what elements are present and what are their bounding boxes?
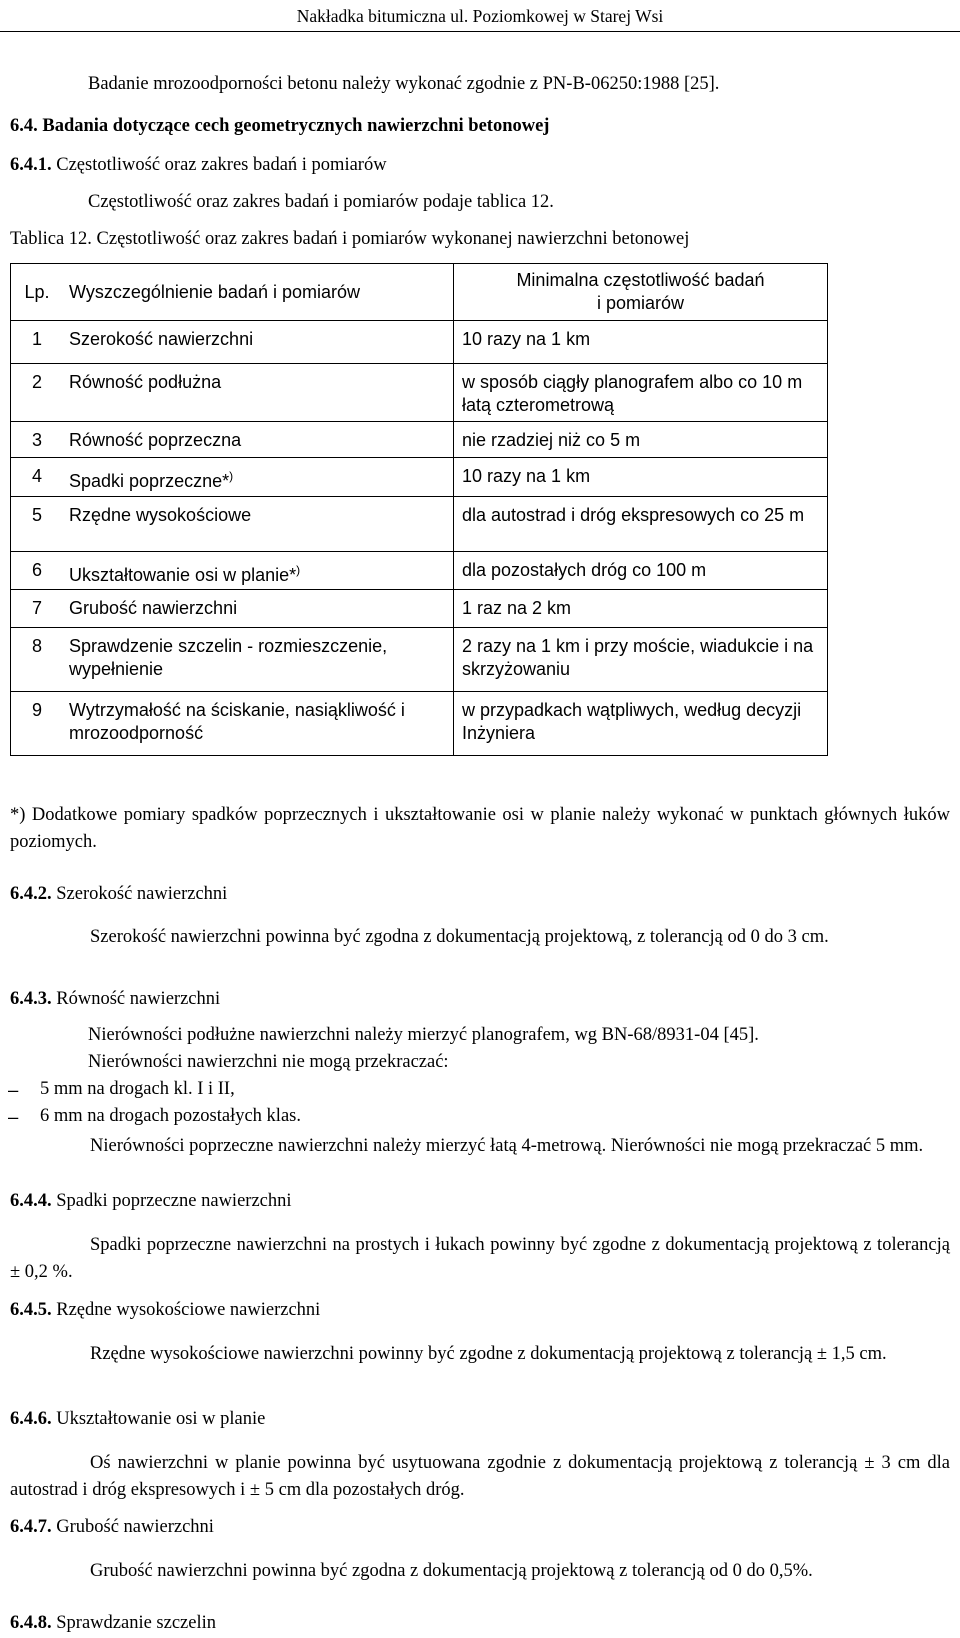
paragraph-6-4-6: Oś nawierzchni w planie powinna być usytuowana zgodnie z dokumentacją projektową z tolerancją ± 3 cm dla autostrad i dróg ekspresowych i ± 5 cm dla pozostałych dróg.: [10, 1453, 950, 1500]
list-item: 6 mm na drogach pozostałych klas.: [40, 1106, 301, 1126]
section-title: Spadki poprzeczne nawierzchni: [56, 1191, 292, 1211]
paragraph-6-4-4: Spadki poprzeczne nawierzchni na prostych i łukach powinny być zgodne z dokumentacją projektową z tolerancją ± 0,2 %.: [10, 1235, 950, 1282]
paragraph-6-4-7: Grubość nawierzchni powinna być zgodna z dokumentacją projektową z tolerancją od 0 do 0,5%.: [90, 1561, 813, 1581]
row-description: Grubość nawierzchni: [63, 590, 454, 628]
paragraph-6-4-3-c: Nierówności poprzeczne nawierzchni należy mierzyć łatą 4-metrową. Nierówności nie mogą przekraczać 5 mm.: [90, 1136, 924, 1156]
row-description: Rzędne wysokościowe: [63, 497, 454, 552]
section-6-4-6-heading: [10, 1409, 265, 1430]
section-6-4-1-heading: [10, 155, 387, 176]
section-6-4-2-heading: [10, 884, 227, 905]
row-lp: 3: [11, 422, 64, 458]
section-number: 6.4.2.: [10, 884, 52, 904]
table-row: [11, 692, 828, 756]
section-6-4-8-heading: [10, 1613, 216, 1634]
bullet-marker: –: [8, 1106, 19, 1127]
section-number: 6.4.4.: [10, 1191, 52, 1211]
table-header-row: [11, 264, 828, 321]
paragraph-6-4-3-b: Nierówności nawierzchni nie mogą przekraczać:: [88, 1052, 449, 1072]
row-frequency: w przypadkach wątpliwych, według decyzji Inżyniera: [454, 692, 828, 756]
paragraph-6-4-2: Szerokość nawierzchni powinna być zgodna z dokumentacją projektową, z tolerancją od 0 do 3 cm.: [90, 927, 829, 947]
table-caption: Tablica 12. Częstotliwość oraz zakres badań i pomiarów wykonanej nawierzchni betonowej: [10, 229, 690, 249]
section-6-4-heading: [10, 116, 549, 137]
row-lp: 2: [11, 364, 64, 422]
table-row: [11, 422, 828, 458]
table-row: [11, 458, 828, 497]
row-lp: 4: [11, 458, 64, 497]
header-frequency-line1: Minimalna częstotliwość badań: [516, 270, 765, 290]
header-description: Wyszczególnienie badań i pomiarów: [63, 264, 454, 321]
table-row: [11, 628, 828, 692]
section-number: 6.4.: [10, 116, 38, 136]
section-6-4-3-heading: [10, 989, 220, 1010]
row-description: [63, 552, 454, 590]
table-row: [11, 497, 828, 552]
bullet-marker: –: [8, 1079, 19, 1100]
section-number: 6.4.8.: [10, 1613, 52, 1633]
section-6-4-4-heading: [10, 1191, 292, 1212]
row-frequency: w sposób ciągły planografem albo co 10 m łatą czterometrową: [454, 364, 828, 422]
header-frequency: [454, 264, 828, 321]
row-frequency: 1 raz na 2 km: [454, 590, 828, 628]
table-row: [11, 364, 828, 422]
section-title: Równość nawierzchni: [56, 989, 221, 1009]
paragraph-6-4-3-a: Nierówności podłużne nawierzchni należy mierzyć planografem, wg BN-68/8931-04 [45].: [88, 1025, 759, 1045]
row-description: Sprawdzenie szczelin - rozmieszczenie, wypełnienie: [63, 628, 454, 692]
table-row: [11, 590, 828, 628]
section-title: Sprawdzanie szczelin: [56, 1613, 216, 1633]
row-lp: 1: [11, 321, 64, 364]
section-title: Rzędne wysokościowe nawierzchni: [56, 1300, 321, 1320]
row-lp: 6: [11, 552, 64, 590]
footnote-mark: ): [296, 563, 301, 577]
row-frequency: 2 razy na 1 km i przy moście, wiadukcie i na skrzyżowaniu: [454, 628, 828, 692]
header-rule: [0, 31, 960, 32]
footnote-mark: ): [229, 469, 234, 483]
table-row: [11, 552, 828, 590]
section-number: 6.4.1.: [10, 155, 52, 175]
header-lp: Lp.: [11, 264, 64, 321]
section-title: Ukształtowanie osi w planie: [56, 1409, 266, 1429]
list-item: 5 mm na drogach kl. I i II,: [40, 1079, 235, 1099]
section-number: 6.4.3.: [10, 989, 52, 1009]
section-title: Częstotliwość oraz zakres badań i pomiarów: [56, 155, 387, 175]
paragraph-6-4-5: Rzędne wysokościowe nawierzchni powinny być zgodne z dokumentacją projektową z tolerancją ± 1,5 cm.: [90, 1344, 887, 1364]
row-frequency: 10 razy na 1 km: [454, 321, 828, 364]
row-lp: 9: [11, 692, 64, 756]
row-frequency: dla pozostałych dróg co 100 m: [454, 552, 828, 590]
section-number: 6.4.7.: [10, 1517, 52, 1537]
paragraph-6-4-1: Częstotliwość oraz zakres badań i pomiarów podaje tablica 12.: [88, 192, 554, 212]
row-lp: 8: [11, 628, 64, 692]
table-row: [11, 321, 828, 364]
section-6-4-7-heading: [10, 1517, 214, 1538]
row-lp: 5: [11, 497, 64, 552]
table-footnote: *) Dodatkowe pomiary spadków poprzecznych i ukształtowanie osi w planie należy wykonać w punktach głównych łuków poziomych.: [10, 805, 950, 852]
row-frequency: dla autostrad i dróg ekspresowych co 25 m: [454, 497, 828, 552]
section-number: 6.4.5.: [10, 1300, 52, 1320]
intro-paragraph: Badanie mrozoodporności betonu należy wykonać zgodnie z PN-B-06250:1988 [25].: [88, 74, 720, 94]
row-description-text: Ukształtowanie osi w planie*: [69, 565, 297, 585]
section-title: Szerokość nawierzchni: [56, 884, 228, 904]
row-description: Szerokość nawierzchni: [63, 321, 454, 364]
header-frequency-line2: i pomiarów: [596, 293, 685, 313]
section-6-4-5-heading: [10, 1300, 320, 1321]
row-frequency: 10 razy na 1 km: [454, 458, 828, 497]
frequency-table: [10, 263, 828, 756]
section-number: 6.4.6.: [10, 1409, 52, 1429]
row-description-text: Spadki poprzeczne*: [69, 471, 230, 491]
row-lp: 7: [11, 590, 64, 628]
row-description: [63, 458, 454, 497]
page-header: Nakładka bitumiczna ul. Poziomkowej w Starej Wsi: [296, 6, 664, 26]
row-description: Równość poprzeczna: [63, 422, 454, 458]
row-description: Równość podłużna: [63, 364, 454, 422]
section-title: Badania dotyczące cech geometrycznych nawierzchni betonowej: [42, 116, 550, 136]
row-frequency: nie rzadziej niż co 5 m: [454, 422, 828, 458]
section-title: Grubość nawierzchni: [56, 1517, 214, 1537]
row-description: Wytrzymałość na ściskanie, nasiąkliwość i mrozoodporność: [63, 692, 454, 756]
